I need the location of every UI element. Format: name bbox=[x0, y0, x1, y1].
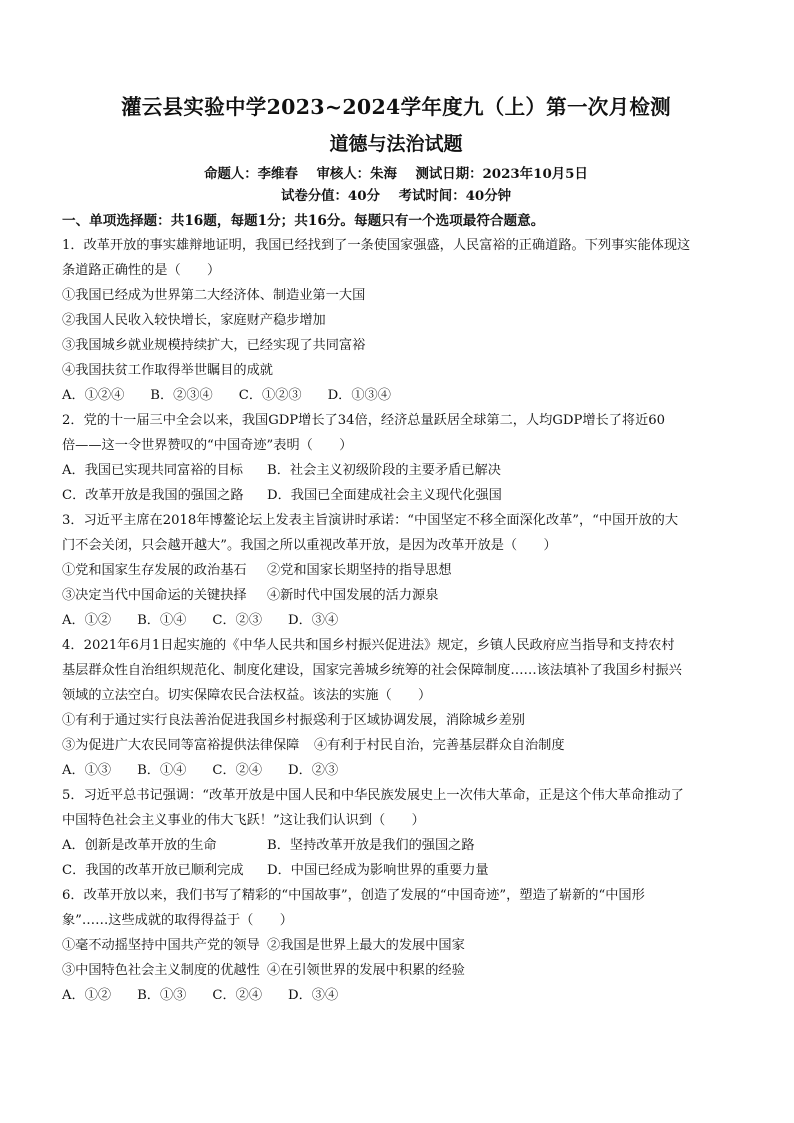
statement: ①毫不动摇坚持中国共产党的领导 bbox=[62, 938, 260, 953]
answer-options bbox=[62, 458, 730, 483]
option-b: B．坚持改革开放是我们的强国之路 bbox=[267, 838, 475, 853]
statement: ③我国城乡就业规模持续扩大，已经实现了共同富裕 bbox=[62, 338, 366, 353]
statement: ②党和国家长期坚持的指导思想 bbox=[267, 563, 452, 578]
statement: ③中国特色社会主义制度的优越性 bbox=[62, 963, 260, 978]
total-score: 试卷分值：40分 bbox=[280, 188, 380, 204]
duration: 考试时间：40分钟 bbox=[398, 188, 512, 204]
option-b: B．社会主义初级阶段的主要矛盾已解决 bbox=[267, 463, 501, 478]
exam-meta-line-1 bbox=[62, 163, 730, 185]
option-c: C．①②③ bbox=[238, 388, 302, 403]
option-a: A．①② bbox=[62, 613, 112, 628]
option-b: B．①④ bbox=[137, 763, 187, 778]
answer-options bbox=[62, 608, 730, 633]
option-c: C．②③ bbox=[212, 613, 263, 628]
question-6 bbox=[62, 883, 730, 1008]
option-d: D．①③④ bbox=[327, 388, 391, 403]
question-4 bbox=[62, 633, 730, 783]
statement: ②我国人民收入较快增长，家庭财产稳步增加 bbox=[62, 313, 326, 328]
answer-options bbox=[62, 983, 730, 1008]
option-d: D．我国已全面建成社会主义现代化强国 bbox=[267, 488, 502, 503]
section-heading: 一、单项选择题：共16题，每题1分；共16分。每题只有一个选项最符合题意。 bbox=[62, 213, 545, 229]
question-2 bbox=[62, 408, 730, 508]
statement: ③为促进广大农民同等富裕提供法律保障 bbox=[62, 738, 300, 753]
answer-options bbox=[62, 858, 730, 883]
statement-row bbox=[62, 958, 730, 983]
question-stem: 条道路正确性的是（ ） bbox=[62, 263, 221, 278]
statement: ③决定当代中国命运的关键抉择 bbox=[62, 588, 247, 603]
question-stem: 6．改革开放以来，我们书写了精彩的“中国故事”，创造了发展的“中国奇迹”，塑造了崭新的“中国形 bbox=[62, 888, 645, 903]
proposer: 命题人：李维春 bbox=[204, 166, 298, 182]
statement-row bbox=[62, 558, 730, 583]
option-a: A．①③ bbox=[62, 763, 112, 778]
answer-options bbox=[62, 383, 730, 408]
option-a: A．①② bbox=[62, 988, 112, 1003]
statement-row bbox=[62, 583, 730, 608]
statement-row bbox=[62, 708, 730, 733]
answer-options bbox=[62, 833, 730, 858]
option-c: C．②④ bbox=[212, 988, 263, 1003]
question-stem: 2．党的十一届三中全会以来，我国GDP增长了34倍，经济总量跃居全球第二，人均GDP增长了将近60 bbox=[62, 413, 666, 428]
option-a: A．创新是改革开放的生命 bbox=[62, 838, 217, 853]
option-d: D．③④ bbox=[288, 988, 339, 1003]
exam-meta-line-2 bbox=[62, 185, 730, 207]
answer-options bbox=[62, 758, 730, 783]
question-stem: 中国特色社会主义事业的伟大飞跃！”这让我们认识到（ ） bbox=[62, 813, 425, 828]
test-date: 测试日期：2023年10月5日 bbox=[415, 166, 588, 182]
option-c: C．改革开放是我国的强国之路 bbox=[62, 488, 244, 503]
option-d: D．②③ bbox=[288, 763, 339, 778]
option-b: B．②③④ bbox=[150, 388, 213, 403]
statement: ④在引领世界的发展中积累的经验 bbox=[267, 963, 465, 978]
statement: ④有利于村民自治，完善基层群众自治制度 bbox=[314, 738, 565, 753]
exam-title: 灌云县实验中学2023~2024学年度九（上）第一次月检测 bbox=[121, 95, 671, 119]
answer-options bbox=[62, 483, 730, 508]
question-3 bbox=[62, 508, 730, 633]
option-d: D．中国已经成为影响世界的重要力量 bbox=[267, 863, 489, 878]
statement: ②我国是世界上最大的发展中国家 bbox=[267, 938, 465, 953]
option-d: D．③④ bbox=[288, 613, 339, 628]
statement: ①党和国家生存发展的政治基石 bbox=[62, 563, 247, 578]
option-b: B．①④ bbox=[137, 613, 187, 628]
statement-row bbox=[62, 933, 730, 958]
exam-subtitle: 道德与法治试题 bbox=[329, 133, 463, 155]
option-b: B．①③ bbox=[137, 988, 187, 1003]
question-stem: 4．2021年6月1日起实施的《中华人民共和国乡村振兴促进法》规定，乡镇人民政府应当指导和支持农村 bbox=[62, 638, 675, 653]
statement: ④新时代中国发展的活力源泉 bbox=[267, 588, 439, 603]
question-1 bbox=[62, 233, 730, 408]
question-stem: 5．习近平总书记强调：“改革开放是中国人民和中华民族发展史上一次伟大革命，正是这个伟大革命推动了 bbox=[62, 788, 684, 803]
option-c: C．②④ bbox=[212, 763, 263, 778]
statement: ②利于区域协调发展，消除城乡差别 bbox=[314, 713, 525, 728]
question-stem: 3．习近平主席在2018年博鳌论坛上发表主旨演讲时承诺：“中国坚定不移全面深化改革”，“中国开放的大 bbox=[62, 513, 679, 528]
option-a: A．我国已实现共同富裕的目标 bbox=[62, 463, 243, 478]
statement-row bbox=[62, 733, 730, 758]
question-stem: 门不会关闭，只会越开越大”。我国之所以重视改革开放，是因为改革开放是（ ） bbox=[62, 538, 557, 553]
option-a: A．①②④ bbox=[62, 388, 125, 403]
option-c: C．我国的改革开放已顺利完成 bbox=[62, 863, 244, 878]
reviewer: 审核人：朱海 bbox=[316, 166, 397, 182]
question-stem: 1．改革开放的事实雄辩地证明，我国已经找到了一条使国家强盛，人民富裕的正确道路。下列事实能体现这 bbox=[62, 238, 691, 253]
question-stem: 倍——这一令世界赞叹的“中国奇迹”表明（ ） bbox=[62, 438, 353, 453]
question-stem: 领域的立法空白。切实保障农民合法权益。该法的实施（ ） bbox=[62, 688, 432, 703]
statement: ④我国扶贫工作取得举世瞩目的成就 bbox=[62, 363, 273, 378]
question-5 bbox=[62, 783, 730, 883]
statement: ①我国已经成为世界第二大经济体、制造业第一大国 bbox=[62, 288, 366, 303]
question-stem: 基层群众性自治组织规范化、制度化建设，国家完善城乡统筹的社会保障制度……该法填补了我国乡村振兴 bbox=[62, 663, 682, 678]
question-stem: 象”……这些成就的取得得益于（ ） bbox=[62, 913, 293, 928]
statement: ①有利于通过实行良法善治促进我国乡村振兴 bbox=[62, 713, 326, 728]
